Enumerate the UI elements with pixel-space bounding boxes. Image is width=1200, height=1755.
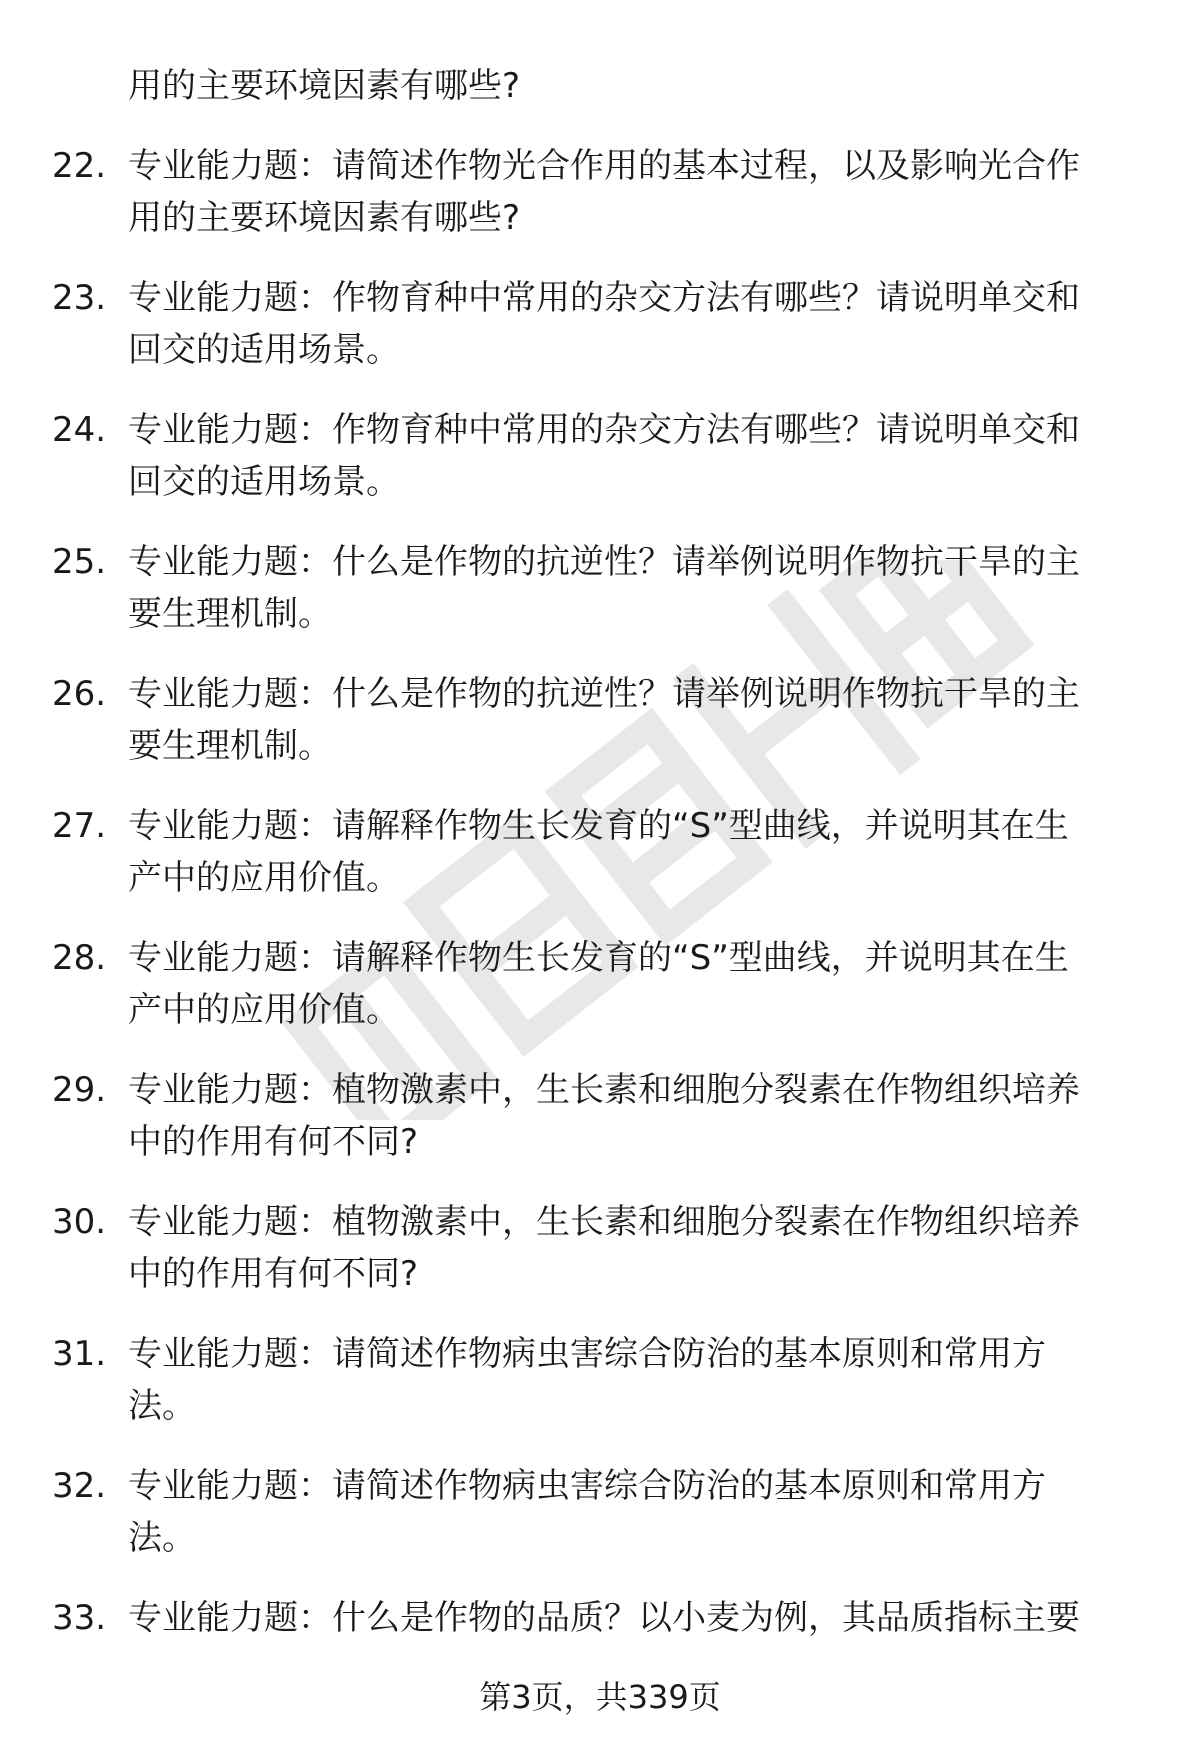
question-item xyxy=(0,668,1200,800)
question-text xyxy=(128,1196,1168,1300)
question-item xyxy=(0,932,1200,1064)
question-line: 专业能力题：什么是作物的抗逆性？请举例说明作物抗干旱的主 xyxy=(128,674,1080,714)
question-number: 30. xyxy=(52,1202,107,1242)
question-line: 专业能力题：请简述作物病虫害综合防治的基本原则和常用方 xyxy=(128,1466,1046,1506)
question-line: 专业能力题：作物育种中常用的杂交方法有哪些？请说明单交和 xyxy=(128,278,1080,318)
question-text xyxy=(128,668,1168,772)
question-text xyxy=(128,1064,1168,1168)
question-number: 27. xyxy=(52,806,107,846)
question-line: 产中的应用价值。 xyxy=(128,858,400,898)
question-number: 23. xyxy=(52,278,107,318)
question-line: 专业能力题：请简述作物光合作用的基本过程，以及影响光合作 xyxy=(128,146,1080,186)
question-item xyxy=(0,536,1200,668)
question-text xyxy=(128,140,1168,244)
question-number: 32. xyxy=(52,1466,107,1506)
question-item xyxy=(0,1460,1200,1592)
question-line: 专业能力题：请解释作物生长发育的“S”型曲线，并说明其在生 xyxy=(128,938,1069,978)
question-line: 专业能力题：请简述作物病虫害综合防治的基本原则和常用方 xyxy=(128,1334,1046,1374)
question-line: 产中的应用价值。 xyxy=(128,990,400,1030)
question-text xyxy=(128,932,1168,1036)
question-number: 26. xyxy=(52,674,107,714)
question-item xyxy=(0,1064,1200,1196)
question-line: 专业能力题：植物激素中，生长素和细胞分裂素在作物组织培养 xyxy=(128,1202,1080,1242)
question-text xyxy=(128,404,1168,508)
question-number: 25. xyxy=(52,542,107,582)
question-line: 专业能力题：请解释作物生长发育的“S”型曲线，并说明其在生 xyxy=(128,806,1069,846)
question-line: 专业能力题：什么是作物的抗逆性？请举例说明作物抗干旱的主 xyxy=(128,542,1080,582)
question-item xyxy=(0,404,1200,536)
question-text xyxy=(128,536,1168,640)
question-number: 31. xyxy=(52,1334,107,1374)
question-line: 中的作用有何不同? xyxy=(128,1254,419,1294)
question-line: 回交的适用场景。 xyxy=(128,330,400,370)
question-number: 29. xyxy=(52,1070,107,1110)
question-item xyxy=(0,1328,1200,1460)
question-text xyxy=(128,1460,1168,1564)
continuation-text xyxy=(128,60,1168,112)
continuation-line: 用的主要环境因素有哪些? xyxy=(128,66,521,106)
question-number: 24. xyxy=(52,410,107,450)
question-line: 法。 xyxy=(128,1386,196,1426)
question-text xyxy=(128,800,1168,904)
question-line: 要生理机制。 xyxy=(128,594,332,634)
question-line: 专业能力题：作物育种中常用的杂交方法有哪些？请说明单交和 xyxy=(128,410,1080,450)
question-item xyxy=(0,1196,1200,1328)
question-item xyxy=(0,800,1200,932)
question-line: 专业能力题：植物激素中，生长素和细胞分裂素在作物组织培养 xyxy=(128,1070,1080,1110)
question-number: 22. xyxy=(52,146,107,186)
question-line: 回交的适用场景。 xyxy=(128,462,400,502)
question-item xyxy=(0,140,1200,272)
question-line: 法。 xyxy=(128,1518,196,1558)
question-line: 专业能力题：什么是作物的品质？以小麦为例，其品质指标主要 xyxy=(128,1598,1080,1638)
question-number: 28. xyxy=(52,938,107,978)
question-line: 中的作用有何不同? xyxy=(128,1122,419,1162)
question-line: 用的主要环境因素有哪些? xyxy=(128,198,521,238)
question-number: 33. xyxy=(52,1598,107,1638)
question-text xyxy=(128,1328,1168,1432)
question-list xyxy=(0,140,1200,1724)
question-text xyxy=(128,1592,1168,1644)
question-line: 要生理机制。 xyxy=(128,726,332,766)
question-text xyxy=(128,272,1168,376)
page-number-label: 第3页，共339页 xyxy=(479,1678,721,1716)
question-item xyxy=(0,272,1200,404)
page-footer xyxy=(0,1675,1200,1719)
